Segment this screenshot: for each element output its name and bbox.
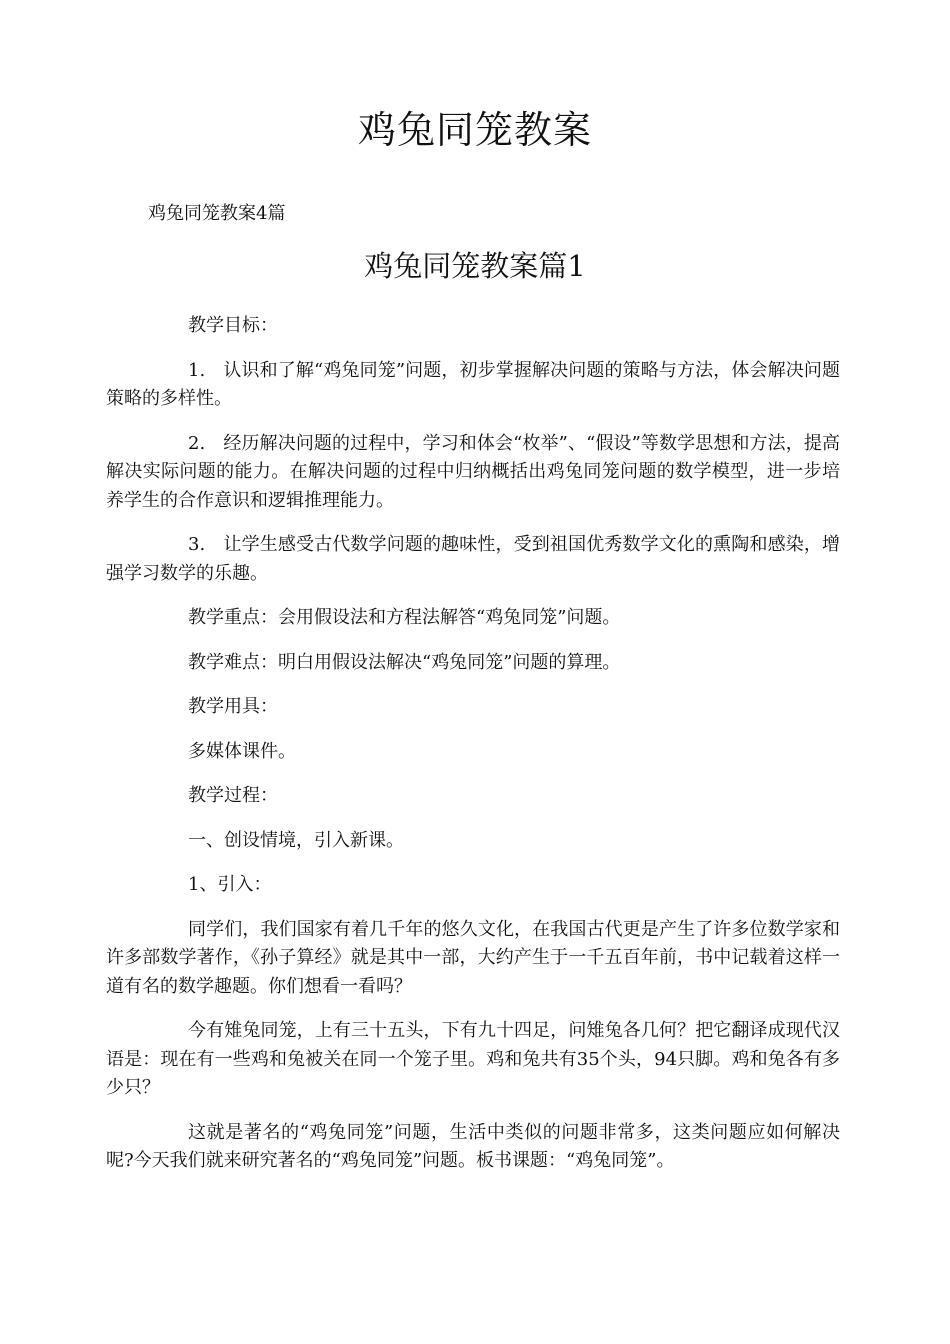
paragraph: 1、引入： [188,874,272,895]
paragraph: 一、创设情境，引入新课。 [188,829,404,851]
paragraph: 教学目标： [188,315,278,336]
section-heading: 鸡兔同笼教案篇1 [364,249,586,283]
paragraph: 3. 让学生感受古代数学问题的趣味性，受到祖国优秀数学文化的熏陶和感染，增强学习数学的乐趣。 [106,534,840,584]
paragraph: 教学重点：会用假设法和方程法解答“鸡兔同笼”问题。 [188,607,621,628]
paragraph: 教学过程： [188,785,278,806]
paragraph: 2. 经历解决问题的过程中，学习和体会“枚举”、“假设”等数学思想和方法，提高解决实际问题的能力。在解决问题的过程中归纳概括出鸡兔同笼问题的数学模型，进一步培养学生的合作意识和逻辑推理能力。 [106,432,840,511]
paragraph: 教学难点：明白用假设法解决“鸡兔同笼”问题的算理。 [188,651,621,673]
paragraph: 同学们，我们国家有着几千年的悠久文化，在我国古代更是产生了许多位数学家和许多部数学著作，《孙子算经》就是其中一部，大约产生于一千五百年前，书中记载着这样一道有名的数学趣题。你们想看一看吗？ [106,918,840,997]
paragraph: 教学用具： [188,696,278,717]
document-subtitle: 鸡兔同笼教案4篇 [148,203,286,224]
paragraph: 今有雉兔同笼，上有三十五头，下有九十四足，问雉兔各几何？把它翻译成现代汉语是：现在有一些鸡和兔被关在同一个笼子里。鸡和兔共有35个头，94只脚。鸡和兔各有多少只？ [106,1020,840,1098]
document-body [106,312,840,1192]
paragraph: 多媒体课件。 [188,740,296,762]
paragraph: 这就是著名的“鸡兔同笼”问题，生活中类似的问题非常多，这类问题应如何解决呢?今天我们就来研究著名的“鸡兔同笼”问题。板书课题：“鸡兔同笼”。 [106,1121,840,1171]
document-title: 鸡兔同笼教案 [357,108,592,152]
paragraph: 1. 认识和了解“鸡兔同笼”问题，初步掌握解决问题的策略与方法，体会解决问题策略的多样性。 [106,359,840,409]
